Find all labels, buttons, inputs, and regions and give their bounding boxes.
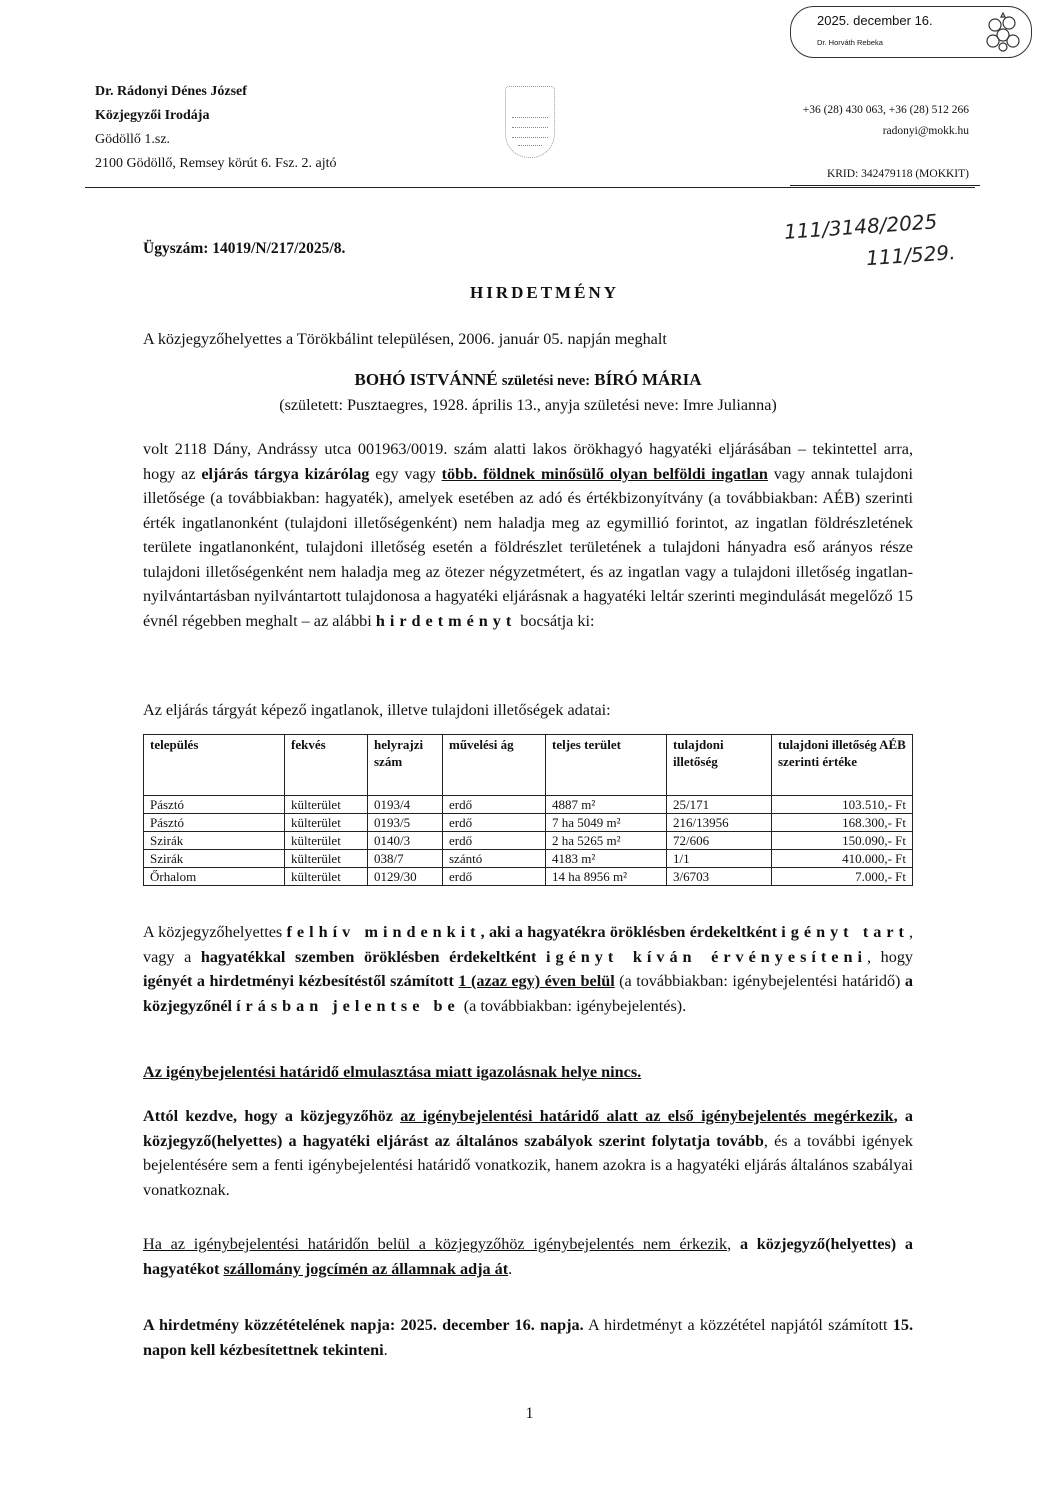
intro-line: A közjegyzőhelyettes a Törökbálint településen, 2006. január 05. napján meghalt — [143, 330, 667, 348]
paragraph-first-claim: Attól kezdve, hogy a közjegyzőhöz az igénybejelentési határidő alatt az első igénybejelentés megérkezik, a közjegyző(helyettes) a hagyatéki eljárást az általános szabályok szerint folytatja tovább, és a további igények bejelentésére sem a fenti igénybejelentési határidő vonatkozik, hanem azokra is a hagyatéki eljárás általános szabályai vonatkoznak. — [143, 1107, 914, 1199]
paragraph-publication-date: A hirdetmény közzétételének napja: 2025. december 16. napja. A hirdetményt a közzététel napjától számított 15. napon kell kézbesítettnek tekinteni. — [143, 1316, 913, 1359]
table-intro: Az eljárás tárgyát képező ingatlanok, illetve tulajdoni illetőségek adatai: — [143, 701, 611, 719]
received-stamp — [790, 6, 1032, 58]
office-seat: Gödöllő 1.sz. — [95, 132, 171, 147]
table-row: Őrhalom külterület 0129/30 erdő 14 ha 8956 m² 3/6703 7.000,- Ft — [144, 868, 913, 886]
coat-of-arms-icon — [505, 86, 555, 158]
krid-underline — [790, 185, 980, 186]
stamp-date: 2025. december 16. — [817, 13, 933, 28]
paragraph-no-excuse: Az igénybejelentési határidő elmulasztása miatt igazolásnak helye nincs. — [143, 1063, 642, 1081]
paragraph-no-claim: Ha az igénybejelentési határidőn belül a közjegyzőhöz igénybejelentés nem érkezik, a közjegyző(helyettes) a hagyatékot szállomány jogcímén az államnak adja át. — [143, 1235, 913, 1278]
paragraph-call-for-claims: A közjegyzőhelyettes felhív mindenkit, aki a hagyatékra öröklésben érdekeltként igényt tart, vagy a hagyatékkal szemben öröklésben érdekeltként igényt kíván érvényesíteni, hogy igényét a hirdetményi kézbesítéstől számított 1 (azaz egy) éven belül (a továbbiakban: igénybejelentési határidő) a közjegyzőnél írásban jelentse be (a továbbiakban: igénybejelentés). — [143, 923, 914, 1015]
email-address: radonyi@mokk.hu — [882, 125, 969, 137]
deceased-name-line: BOHÓ ISTVÁNNÉ születési neve: BÍRÓ MÁRIA — [354, 370, 702, 389]
notary-name: Dr. Rádonyi Dénes József — [95, 84, 247, 99]
table-header-row: település fekvés helyrajzi szám művelési ág teljes terület tulajdoni illetőség tulajdoni illetőség AÉB szerinti értéke — [144, 735, 913, 796]
header-divider — [85, 187, 975, 188]
stamp-name: Dr. Horváth Rebeka — [817, 38, 883, 47]
krid-id: KRID: 342479118 (MOKKIT) — [826, 168, 969, 180]
contact-info — [803, 100, 969, 142]
paragraph-proceedings: volt 2118 Dány, Andrássy utca 001963/0019. szám alatti lakos örökhagyó hagyatéki eljárásában – tekintettel arra, hogy az eljárás tárgya kizárólag egy vagy több. földnek minősülő olyan belföldi ingatlan vagy annak tulajdoni illetősége (a továbbiakban: hagyaték), amelyek esetében az adó és értékbizonyítvány (a továbbiakban: AÉB) szerinti érték ingatlanonként (tulajdoni illetőségenként) nem haladja meg az egymillió forintot, az ingatlan földrészletének területe ingatlanonként, tulajdoni illetőség esetén a földrészlet területének a tulajdoni hányadra eső arányos része tulajdoni illetőségenként nem haladja meg az ötezer négyzetmétert, és az ingatlan vagy a tulajdoni illetőség ingatlan-nyilvántartásban nyilvántartott tulajdonosa a hagyatéki eljárásnak a hagyatéki leltár szerinti megindulását megelőző 15 évnél régebben meghalt – az alábbi hirdetményt bocsátja ki: — [143, 440, 914, 630]
property-table — [143, 734, 913, 886]
table-row: Szirák külterület 0140/3 erdő 2 ha 5265 m² 72/606 150.090,- Ft — [144, 832, 913, 850]
birth-name: BÍRÓ MÁRIA — [594, 370, 702, 389]
seal-icon — [983, 11, 1023, 53]
office-name: Közjegyzői Irodája — [95, 108, 210, 123]
handwritten-registry-number: 111/3148/2025 111/529. — [783, 209, 957, 271]
case-number: Ügyszám: 14019/N/217/2025/8. — [143, 240, 346, 257]
page-number: 1 — [525, 1405, 534, 1422]
document-title: HIRDETMÉNY — [469, 283, 619, 302]
deceased-name: BOHÓ ISTVÁNNÉ — [354, 370, 498, 389]
office-address: 2100 Gödöllő, Remsey körút 6. Fsz. 2. ajtó — [95, 156, 337, 171]
table-row: Szirák külterület 038/7 szántó 4183 m² 1/1 410.000,- Ft — [144, 850, 913, 868]
deceased-details: (született: Pusztaegres, 1928. április 13., anyja születési neve: Imre Julianna) — [279, 396, 777, 414]
table-row: Pásztó külterület 0193/4 erdő 4887 m² 25/171 103.510,- Ft — [144, 796, 913, 814]
office-header — [95, 80, 337, 176]
table-row: Pásztó külterület 0193/5 erdő 7 ha 5049 m² 216/13956 168.300,- Ft — [144, 814, 913, 832]
phone-numbers: +36 (28) 430 063, +36 (28) 512 266 — [802, 104, 969, 116]
